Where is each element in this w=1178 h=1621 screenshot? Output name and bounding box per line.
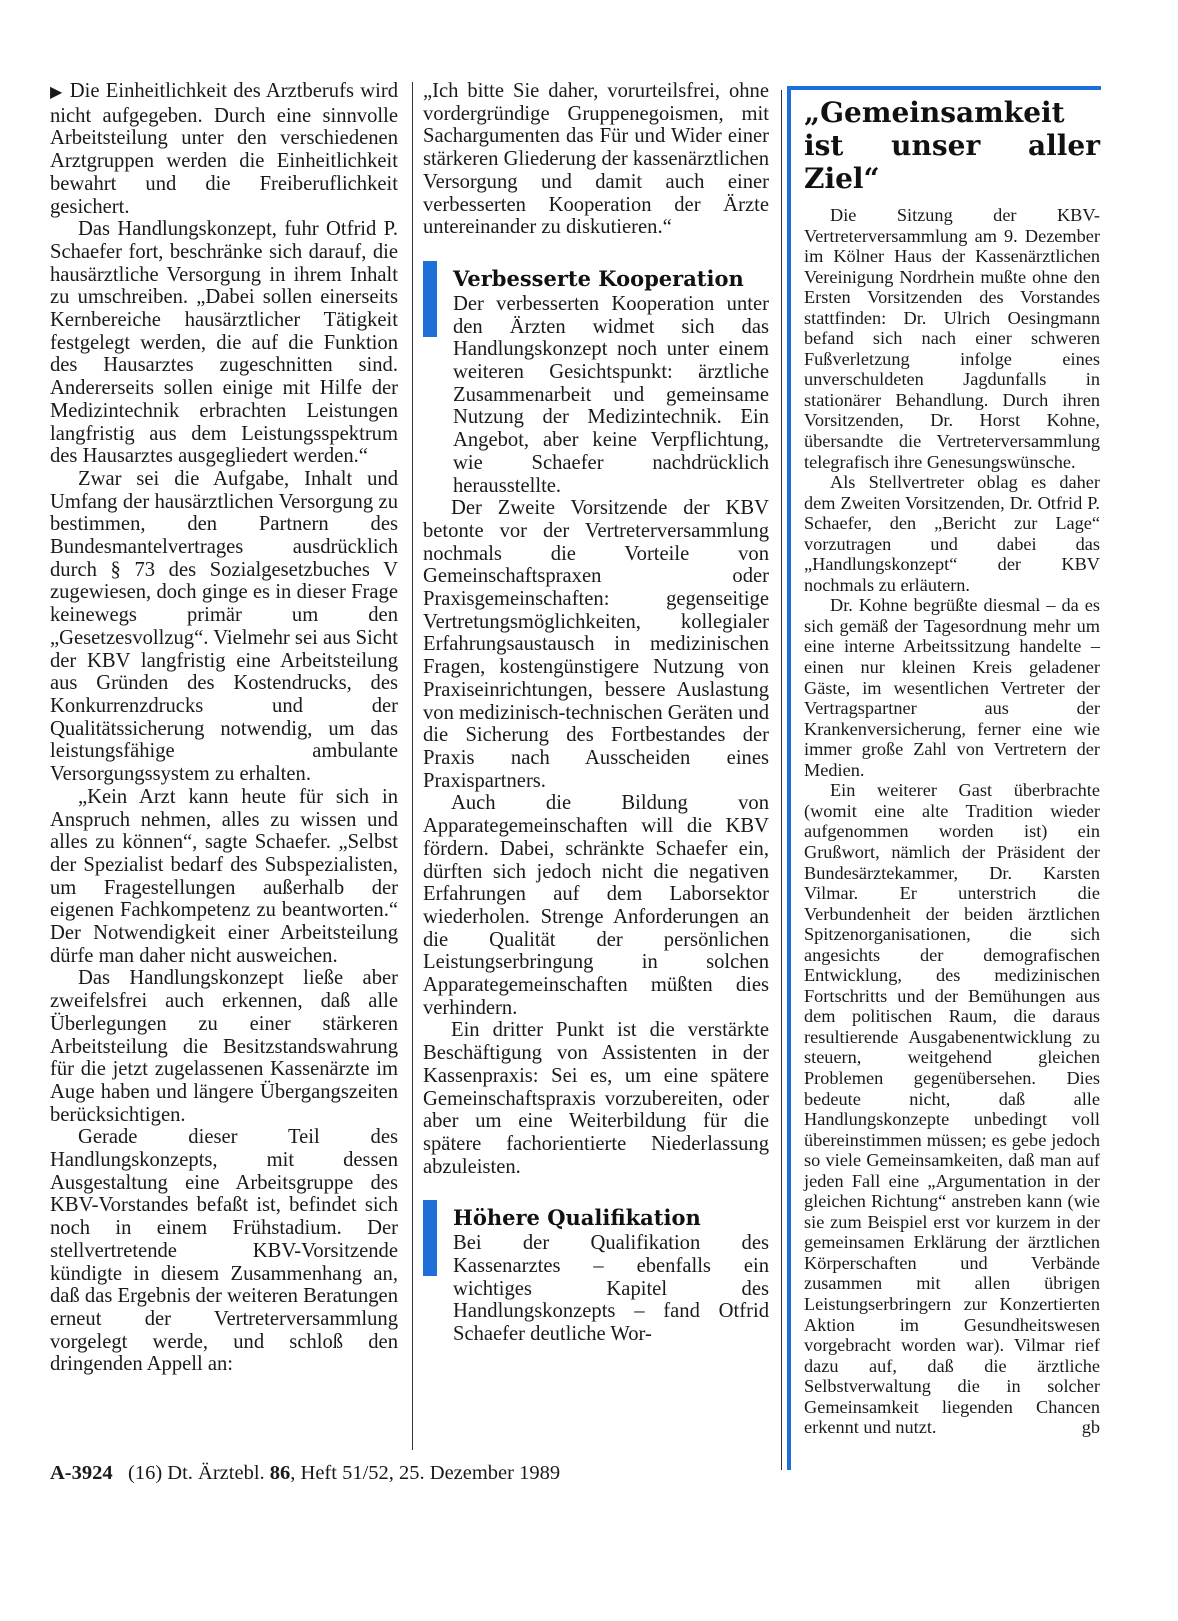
paragraph: Ein dritter Punkt ist die verstärkte Beschäftigung von Assistenten in der Kassenpraxis: Sei es, um eine spätere Gemeinschaftspraxis vorzubereiten, oder aber um eine Weiterbildung für die spätere fachorientierte Niederlassung abzuleisten. <box>423 1019 769 1178</box>
sidebar-title: „Gemeinsamkeit ist unser aller Ziel“ <box>804 96 1100 195</box>
page-number: A-3924 <box>50 1462 113 1484</box>
paragraph: „Kein Arzt kann heute für sich in Anspruch nehmen, alles zu wissen und alles zu können“, sagte Schaefer. „Selbst der Spezialist bedarf des Subspezialisten, um Fragestellungen außerhalb der eigenen Fachkompetenz zu beantworten.“ Der Notwendigkeit einer Arbeitsteilung dürfe man daher nicht ausweichen. <box>50 785 398 967</box>
sidebar-box-top-border <box>787 86 1101 90</box>
bullet-triangle-icon: ▶ <box>50 84 64 101</box>
paragraph: Gerade dieser Teil des Handlungskonzepts, mit dessen Ausgestaltung eine Arbeitsgruppe des KBV-Vorstandes befaßt ist, befindet sich noch in einem Frühstadium. Der stellvertretende KBV-Vorsitzende kündigte in diesem Zusammenhang an, daß das Ergebnis der weiteren Beratungen erneut der Vertreterversammlung vorgelegt werde, und schloß den dringenden Appell an: <box>50 1126 398 1376</box>
journal-name: (16) Dt. Ärztebl. <box>128 1462 265 1484</box>
paragraph-text: Die Einheitlichkeit des Arztberufs wird nicht aufgegeben. Durch eine sinnvolle Arbeitsteilung unter den verschiedenen Arztgruppen werden die Einheitlichkeit bewahrt und die Freiberuflichkeit gesichert. <box>50 80 398 218</box>
paragraph: Der verbesserten Kooperation unter den Ärzten widmet sich das Handlungskonzept noch unter einem weiteren Gesichtspunkt: ärztliche Zusammenarbeit und gemeinsame Nutzung der Medizintechnik. Ein Angebot, aber keine Verpflichtung, wie Schaefer nachdrücklich herausstellte. <box>453 292 769 497</box>
journal-volume: 86 <box>269 1462 291 1484</box>
issue-date: , Heft 51/52, 25. Dezember 1989 <box>290 1462 561 1484</box>
sidebar-paragraph: Die Sitzung der KBV-Vertreterversammlung am 9. Dezember im Kölner Haus der Kassenärztlichen Vereinigung Nordrhein mußte ohne den Ersten Vorsitzenden des Vorstandes stattfinden: Dr. Ulrich Oesingmann befand sich nach einer schweren Fußverletzung infolge eines unverschuldeten Jagdunfalls in stationärer Behandlung. Durch ihren Vorsitzenden, Dr. Horst Kohne, übersandte die Vertreterversammlung telegrafisch ihre Genesungswünsche. <box>804 205 1100 472</box>
author-signature: gb <box>1081 1417 1100 1438</box>
article-column-1 <box>50 80 398 1376</box>
subheading-accent-bar <box>423 1200 437 1276</box>
article-column-2 <box>423 80 769 1346</box>
subheading: Höhere Qualifikation <box>453 1205 701 1231</box>
paragraph: Das Handlungskonzept, fuhr Otfrid P. Schaefer fort, beschränke sich darauf, die hausärztliche Versorgung in ihrem Inhalt zu umschreiben. „Dabei sollen einerseits Kernbereiche hausärztlicher Tätigkeit festgelegt werden, die auf die Funktion des Hausarztes zugeschnitten sind. Andererseits sollen einige mit Hilfe der Medizintechnik erbrachten Leistungen langfristig aus dem Leistungsspektrum des Hausarztes ausgegliedert werden.“ <box>50 218 398 468</box>
column-rule-left <box>412 82 413 1450</box>
subheading-accent-bar <box>423 261 437 337</box>
subheading: Verbesserte Kooperation <box>453 265 744 291</box>
sidebar-paragraph: Dr. Kohne begrüßte diesmal – da es sich gemäß der Tagesordnung mehr um eine interne Arbeitssitzung handelte – einen nur kleinen Kreis geladener Gäste, im wesentlichen Vertreter der Vertragspartner aus der Krankenversicherung, ferner eine wie immer große Zahl von Vertretern der Medien. <box>804 595 1100 780</box>
sidebar-paragraph: Als Stellvertreter oblag es daher dem Zweiten Vorsitzenden, Dr. Otfrid P. Schaefer, den „Bericht zur Lage“ vorzutragen und dabei das „Handlungskonzept“ der KBV nochmals zu erläutern. <box>804 472 1100 595</box>
paragraph <box>50 80 398 218</box>
paragraph: Zwar sei die Aufgabe, Inhalt und Umfang der hausärztlichen Versorgung zu bestimmen, den Partnern des Bundesmantelvertrages ausdrücklich durch § 73 des Sozialgesetzbuches V zugewiesen, doch ginge es in dieser Frage keinewegs primär um den „Gesetzesvollzug“. Vielmehr sei aus Sicht der KBV langfristig eine Arbeitsteilung aus Gründen des Kostendrucks, des Konkurrenzdrucks und der Qualitätssicherung notwendig, um das leistungsfähige ambulante Versorgungssystem zu erhalten. <box>50 467 398 786</box>
paragraph: Auch die Bildung von Apparategemeinschaften will die KBV fördern. Dabei, schränkte Schaefer ein, dürften sich jedoch nicht die negativen Erfahrungen auf dem Laborsektor wiederholen. Strenge Anforderungen an die Qualität der persönlichen Leistungserbringung in solchen Apparategemeinschaften müßten dies verhindern. <box>423 792 769 1019</box>
page-footer <box>50 1462 560 1485</box>
paragraph: „Ich bitte Sie daher, vorurteilsfrei, ohne vordergründige Gruppenegoismen, mit Sachargumenten das Für und Wider einer stärkeren Gliederung der kassenärztlichen Versorgung und damit auch einer verbesserten Kooperation der Ärzte untereinander zu diskutieren.“ <box>423 80 769 239</box>
paragraph: Das Handlungskonzept ließe aber zweifelsfrei auch erkennen, daß alle Überlegungen zu einer stärkeren Arbeitsteilung die Besitzstandswahrung für die jetzt zugelassenen Kassenärzte im Auge haben und längere Übergangszeiten berücksichtigen. <box>50 967 398 1126</box>
paragraph: Bei der Qualifikation des Kassenarztes – ebenfalls ein wichtiges Kapitel des Handlungskonzepts – fand Otfrid Schaefer deutliche Wor- <box>453 1232 769 1346</box>
sidebar-box-left-border <box>787 86 791 1470</box>
sidebar-box <box>804 96 1100 1438</box>
column-rule-right <box>781 90 782 1470</box>
sidebar-paragraph <box>804 780 1100 1438</box>
sidebar-paragraph-text: Ein weiterer Gast überbrachte (womit eine alte Tradition wieder aufgenommen worden ist) ein Grußwort, nämlich der Präsident der Bundesärztekammer, Dr. Karsten Vilmar. Er unterstrich die Verbundenheit der beiden ärztlichen Spitzenorganisationen, die sich angesichts der demografischen Entwicklung, des medizinischen Fortschritts und der Bemühungen aus dem politischen Raum, die daraus resultierende Ausgabenentwicklung zu steuern, weitgehend gleichen Problemen gegenübersehen. Dies bedeute nicht, daß alle Handlungskonzepte unbedingt voll übereinstimmen müssen; es gebe jedoch so viele Gemeinsamkeiten, daß man auf jeden Fall eine „Argumentation in der gleichen Richtung“ anstreben kann (wie sie zum Beispiel erst vor kurzem in der gemeinsamen Erklärung der ärztlichen Körperschaften und Verbände zusammen mit allen übrigen Leistungserbringern zur Konzertierten Aktion im Gesundheitswesen vorgebracht worden war). Vilmar rief dazu auf, daß die ärztliche Selbstverwaltung die in solcher Gemeinsamkeit liegenden Chancen erkennt und nutzt. <box>804 780 1100 1438</box>
paragraph: Der Zweite Vorsitzende der KBV betonte vor der Vertreterversammlung nochmals die Vorteile von Gemeinschaftspraxen oder Praxisgemeinschaften: gegenseitige Vertretungsmöglichkeiten, kollegialer Erfahrungsaustausch in medizinischen Fragen, kostengünstigere Nutzung von Praxiseinrichtungen, bessere Auslastung von medizinisch-technischen Geräten und die Sicherung des Fortbestandes der Praxis nach Ausscheiden eines Praxispartners. <box>423 497 769 792</box>
